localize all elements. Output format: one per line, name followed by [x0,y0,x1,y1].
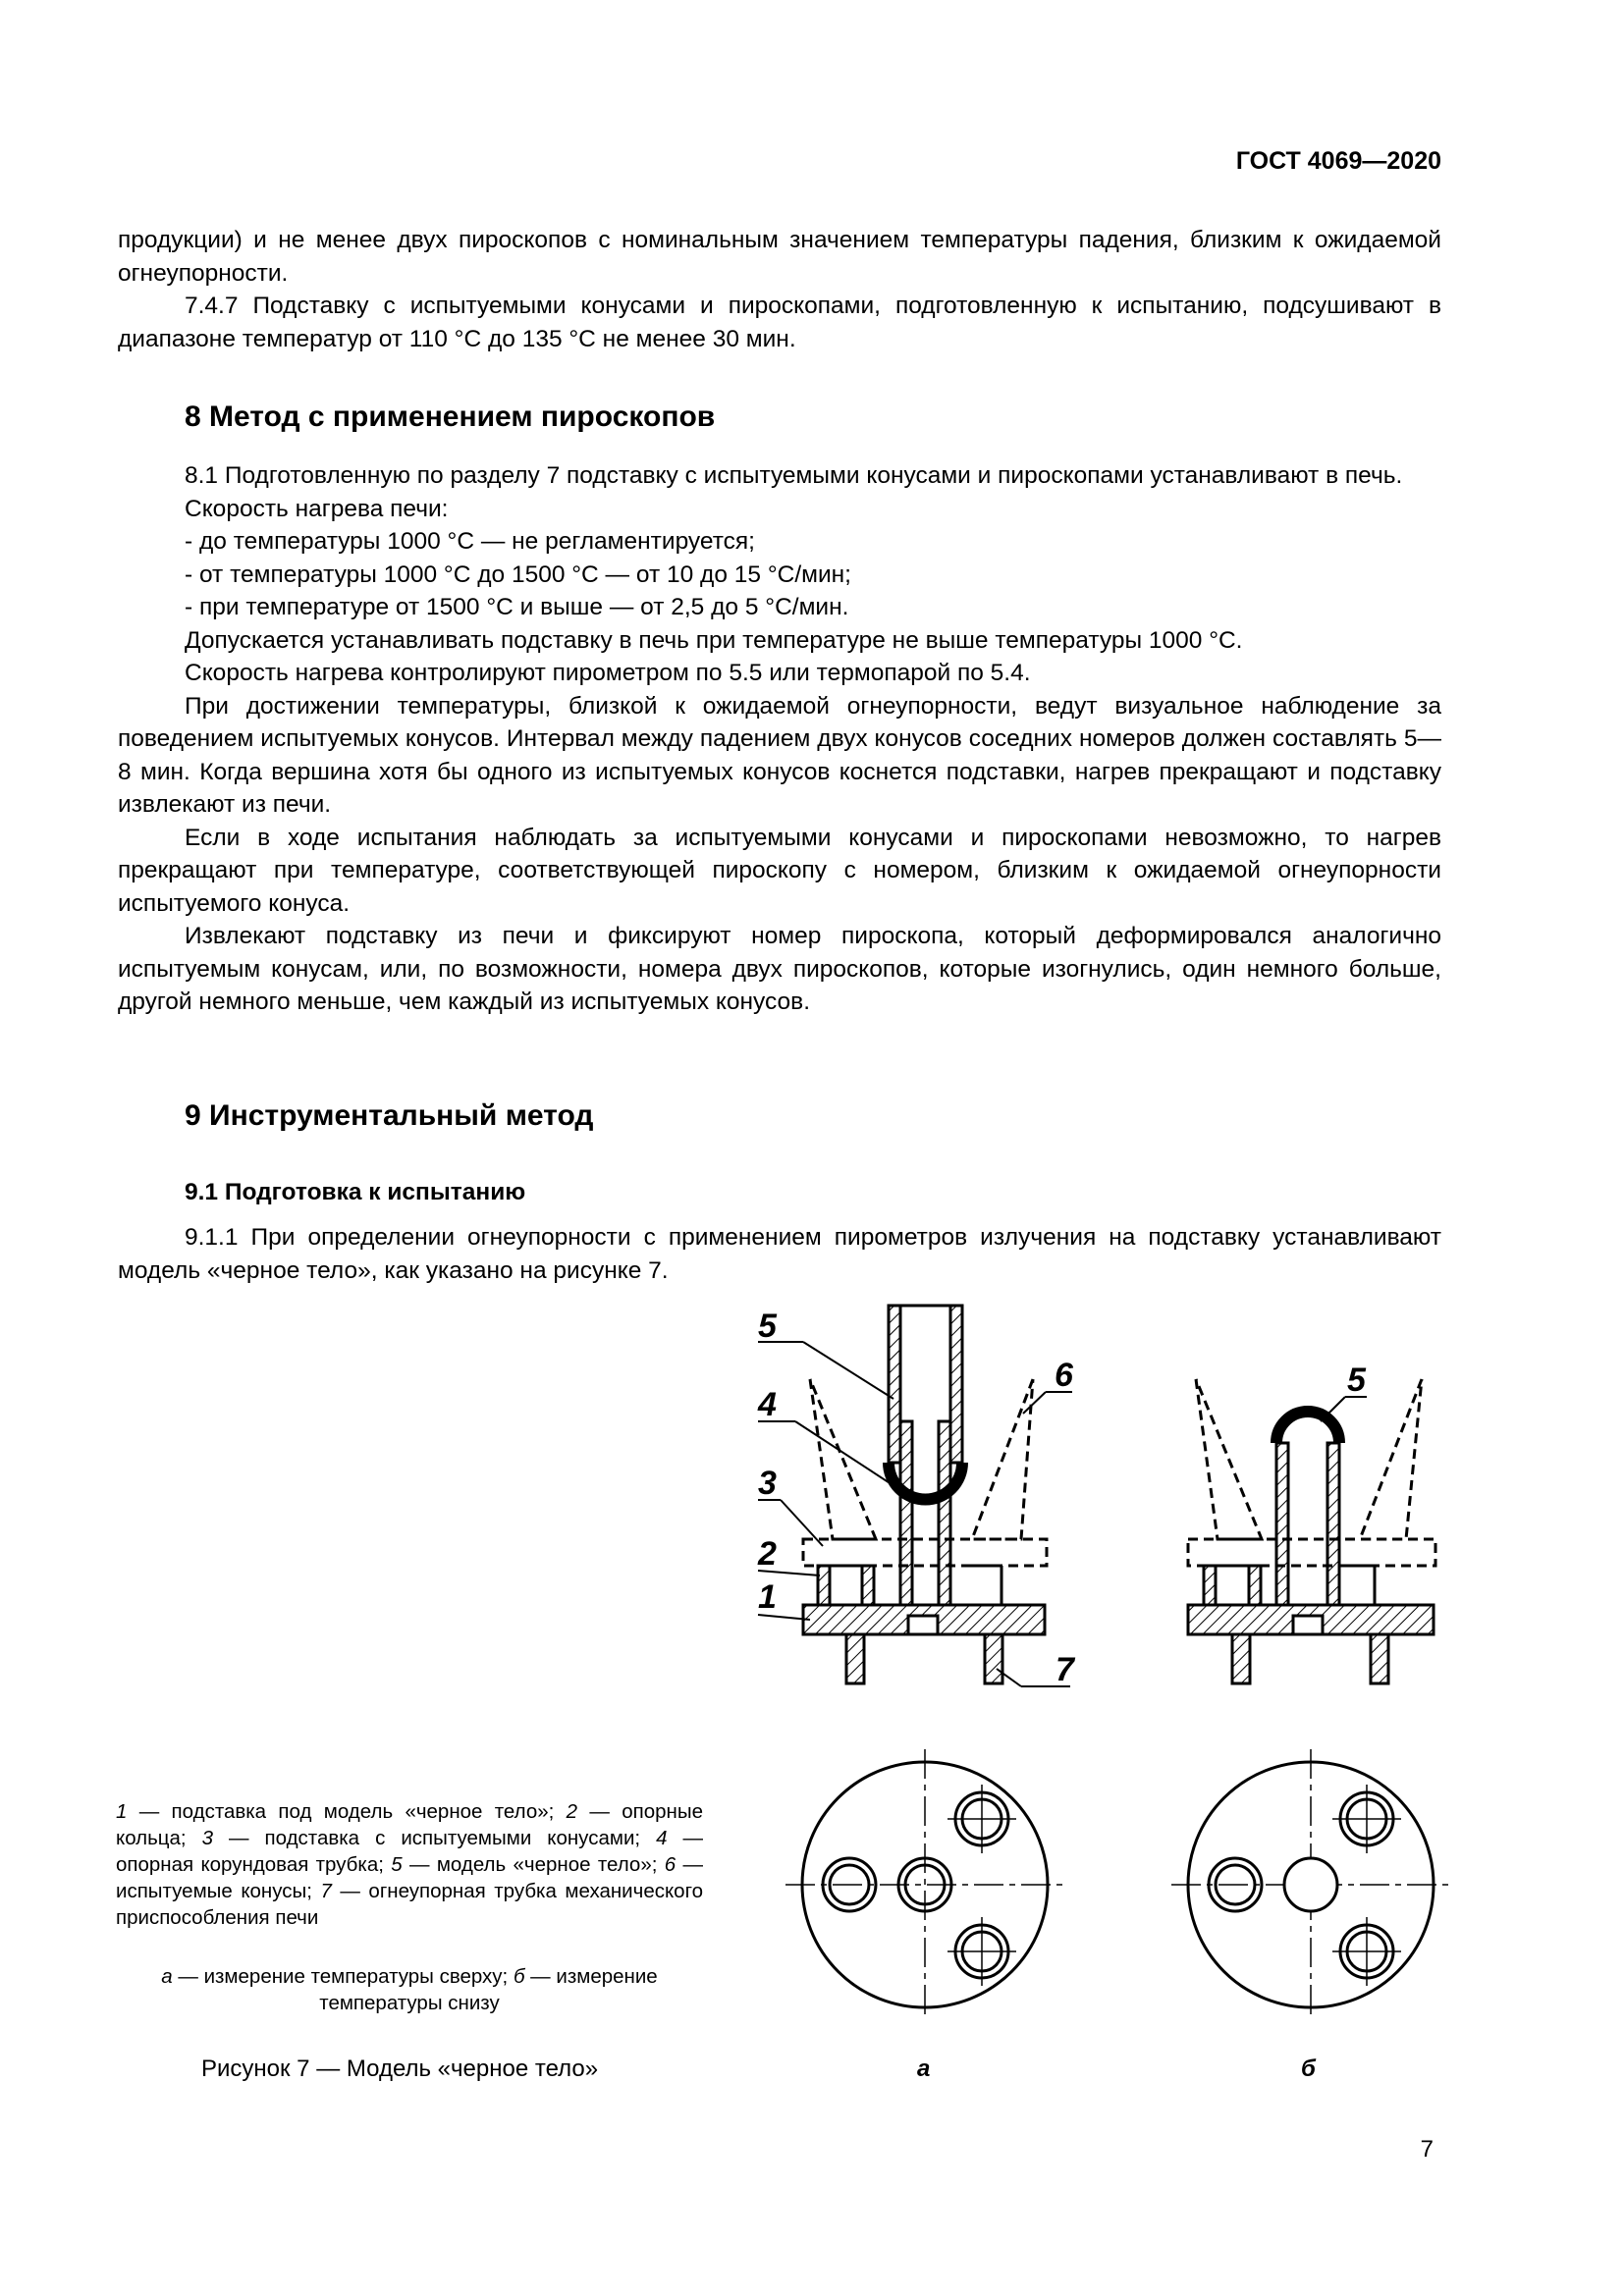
figure-caption: Рисунок 7 — Модель «черное тело» [201,2056,599,2082]
figure-sub-a: а [917,2056,931,2082]
page-number: 7 [1420,2136,1434,2163]
cone-stand-b [1188,1539,1435,1566]
list-item: - при температуре от 1500 °С и выше — от 2,5 до 5 °С/мин. [185,594,849,620]
corundum-tube-a-right [939,1421,950,1605]
figure-sublegend [116,1963,703,2016]
figure-sub-b: б [1301,2056,1316,2082]
list-item: - до температуры 1000 °С — не регламентируется; [185,528,755,555]
refractory-tube-a-right [985,1634,1002,1683]
refractory-tube-b-right [1371,1634,1388,1683]
paragraph: Скорость нагрева контролируют пирометром по 5.5 или термопарой по 5.4. [185,660,1031,686]
support-ring [862,1566,874,1605]
paragraph: Если в ходе испытания наблюдать за испытуемыми конусами и пироскопами невозможно, то нагрев прекращают при температуре, соответствующей пироскопу с номером, близким к ожидаемой огнеупорности испытуемого конуса. [118,824,1441,917]
blackbody-wall-a-right [950,1306,962,1463]
section-8-title: 8 Метод с применением пироскопов [185,400,716,433]
paragraph-8-1: 8.1 Подготовленную по разделу 7 подставку с испытуемыми конусами и пироскопами устанавливают в печь. [185,462,1403,489]
fig-label: 1 [758,1578,777,1616]
paragraph: При достижении температуры, близкой к ожидаемой огнеупорности, ведут визуальное наблюдение за поведением испытуемых конусов. Интервал между падением двух конусов соседних номеров должен составлять 5—8 мин. Когда вершина хотя бы одного из испытуемых конусов коснется подставки, нагрев прекращают и подставку извлекают из печи. [118,692,1441,818]
blackbody-wall-a-left [889,1306,900,1463]
paragraph: Извлекают подставку из печи и фиксируют номер пироскопа, который деформировался аналогично испытуемым конусам, или, по возможности, номера двух пироскопов, которые изогнулись, один немного больше, другой немного меньше, чем каждый из испытуемых конусов. [118,923,1441,1015]
legend-items: 1 — подставка под модель «черное тело»; 2 — опорные кольца; 3 — подставка с испытуемыми конусами; 4 — опорная корундовая трубка; 5 — модель «черное тело»; 6 — испытуемые конусы; 7 — огнеупорная трубка механического приспособления печи [116,1800,703,1929]
paragraph: Скорость нагрева печи: [185,495,449,522]
paragraph-7-4-7: 7.4.7 Подставку с испытуемыми конусами и пироскопами, подготовленную к испытанию, подсушивают в диапазоне температур от 110 °С до 135 °С не менее 30 мин. [118,293,1441,352]
fig-label: 5 [1347,1362,1366,1399]
sub-legend: а — измерение температуры сверху; б — измерение температуры снизу [161,1965,658,2014]
list-item: - от температуры 1000 °С до 1500 °С — от 10 до 15 °С/мин; [185,561,851,588]
doc-header-id: ГОСТ 4069—2020 [1235,147,1441,175]
section-9-title: 9 Инструментальный метод [185,1099,594,1132]
corundum-tube-a-left [900,1421,912,1605]
fig-label: 2 [758,1535,777,1573]
subsection-title: 9.1 Подготовка к испытанию [185,1179,526,1205]
refractory-tube-a-left [846,1634,864,1683]
fig-label: 6 [1055,1357,1073,1394]
paragraph-9-1-1: 9.1.1 При определении огнеупорности с применением пирометров излучения на подставку устанавливают модель «черное тело», как указано на рисунке 7. [118,1224,1441,1284]
paragraph: продукции) и не менее двух пироскопов с номинальным значением температуры падения, близким к ожидаемой огнеупорности. [118,227,1441,287]
fig-label: 3 [758,1465,777,1502]
fig-label: 7 [1056,1651,1074,1688]
fig-label: 5 [758,1308,777,1345]
refractory-tube-b-left [1232,1634,1250,1683]
fig-label: 4 [758,1386,777,1423]
support-ring [818,1566,830,1605]
paragraph: Допускается устанавливать подставку в печь при температуре не выше температуры 1000 °С. [185,626,1243,654]
figure-legend [116,1798,703,1931]
cone-stand-a [803,1539,1047,1566]
